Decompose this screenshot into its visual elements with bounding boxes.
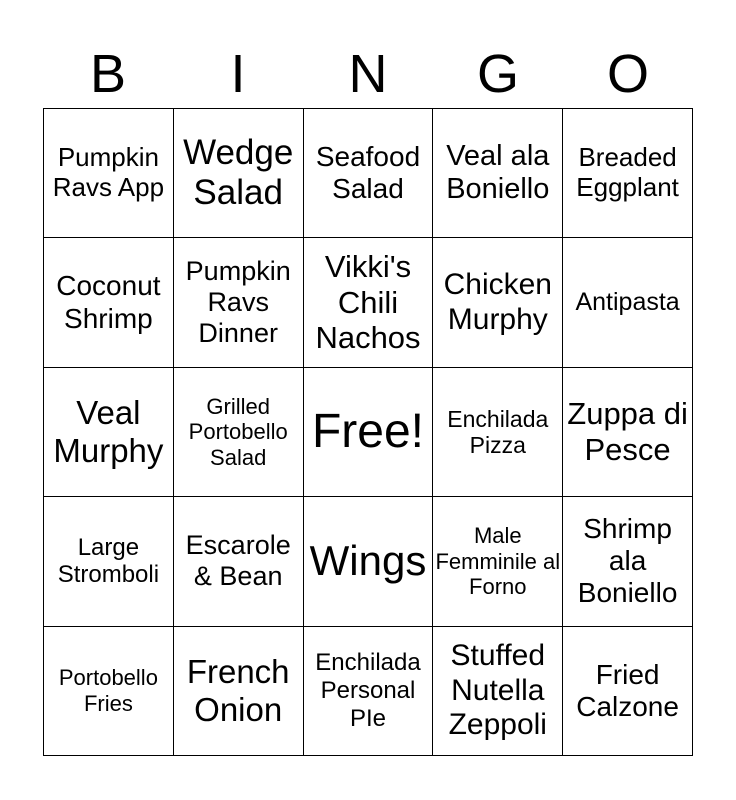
bingo-cell-text: Wedge Salad [183, 132, 294, 213]
bingo-header [43, 40, 693, 108]
bingo-cell-text: Stuffed Nutella Zeppoli [448, 639, 547, 742]
bingo-cell-text: Veal Murphy [53, 394, 164, 469]
bingo-cell-text: Free! [311, 405, 424, 459]
bingo-cell[interactable] [304, 627, 434, 756]
bingo-cell-text: Grilled Portobello Salad [188, 394, 288, 470]
bingo-cell[interactable] [433, 368, 563, 497]
bingo-cell[interactable] [44, 627, 174, 756]
bingo-cell[interactable] [44, 238, 174, 367]
bingo-cell-text: Vikki's Chili Nachos [315, 249, 421, 356]
header-letter-o: O [606, 44, 649, 104]
bingo-cell[interactable] [174, 497, 304, 626]
bingo-cell-text: Shrimp ala Boniello [577, 513, 678, 609]
bingo-cell[interactable] [563, 627, 693, 756]
bingo-cell[interactable] [174, 627, 304, 756]
bingo-cell-text: Chicken Murphy [443, 268, 552, 336]
header-letter-i: I [230, 44, 246, 104]
bingo-cell-text: Enchilada Personal PIe [315, 649, 421, 732]
bingo-cell[interactable] [44, 368, 174, 497]
bingo-cell[interactable] [433, 497, 563, 626]
bingo-cell[interactable] [174, 368, 304, 497]
bingo-cell-text: Wings [309, 537, 427, 585]
bingo-cell[interactable] [174, 238, 304, 367]
bingo-cell[interactable] [304, 238, 434, 367]
bingo-cell-text: Male Femminile al Forno [435, 523, 561, 600]
bingo-cell-text: Zuppa di Pesce [567, 396, 688, 467]
bingo-cell-text: Fried Calzone [576, 658, 679, 722]
bingo-cell[interactable] [433, 627, 563, 756]
bingo-cell[interactable] [563, 368, 693, 497]
header-letter-g: G [476, 44, 519, 104]
bingo-cell[interactable] [433, 109, 563, 238]
bingo-cell-text: Escarole & Bean [185, 530, 291, 592]
free-space-cell[interactable] [304, 368, 434, 497]
bingo-cell[interactable] [304, 497, 434, 626]
bingo-cell-text: Portobello Fries [58, 665, 158, 716]
bingo-cell-text: Pumpkin Ravs App [52, 142, 165, 203]
bingo-cell[interactable] [174, 109, 304, 238]
bingo-cell-text: Large Stromboli [57, 533, 160, 589]
bingo-cell[interactable] [563, 497, 693, 626]
bingo-cell-text: Veal ala Boniello [446, 139, 550, 206]
bingo-cell-text: Coconut Shrimp [56, 270, 161, 334]
bingo-cell-text: Pumpkin Ravs Dinner [185, 256, 291, 349]
bingo-cell-text: French Onion [186, 652, 290, 728]
bingo-cell[interactable] [433, 238, 563, 367]
bingo-cell[interactable] [44, 109, 174, 238]
header-letter-n: N [348, 44, 388, 104]
header-letter-b: B [89, 44, 127, 104]
bingo-cell-text: Breaded Eggplant [576, 142, 679, 203]
bingo-cell[interactable] [304, 109, 434, 238]
bingo-card-grid [43, 108, 693, 756]
bingo-cell-text: Seafood Salad [315, 141, 421, 205]
bingo-cell[interactable] [563, 109, 693, 238]
bingo-cell[interactable] [44, 497, 174, 626]
bingo-cell-text: Enchilada Pizza [447, 405, 549, 458]
bingo-cell-text: Antipasta [575, 288, 680, 317]
bingo-cell[interactable] [563, 238, 693, 367]
